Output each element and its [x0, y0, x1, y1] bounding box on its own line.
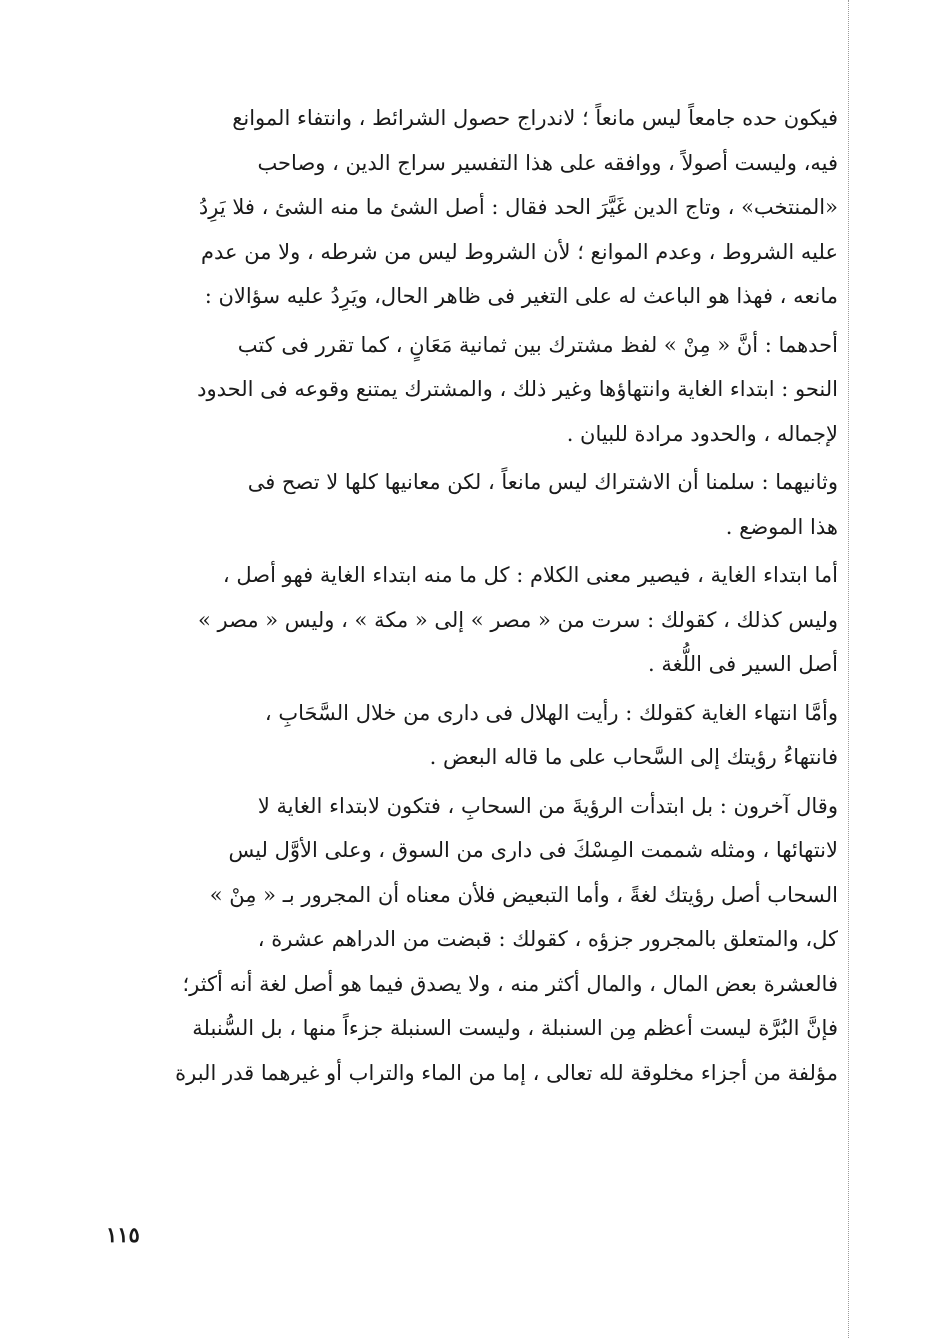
paragraph-6: [118, 784, 838, 1096]
text-line: «المنتخب» ، وتاج الدين غَيَّرَ الحد فقال : أصل الشئ ما منه الشئ ، فلا يَرِدُ: [198, 195, 838, 219]
text-line: أصل السير فى اللُّغة .: [648, 652, 838, 676]
page-number: ١١٥: [106, 1222, 140, 1247]
text-line: السحاب أصل رؤيتك لغةً ، وأما التبعيض فلأن معناه أن المجرور بـ « مِنْ »: [209, 882, 838, 907]
text-line: مؤلفة من أجزاء مخلوقة لله تعالى ، إما من الماء والتراب أو غيرهما قدر البرة: [175, 1060, 838, 1085]
text-line: فانتهاءُ رؤيتك إلى السَّحاب على ما قاله البعض .: [429, 745, 838, 769]
page-edge-dotted-line: [848, 0, 849, 1338]
text-line: وثانيهما : سلمنا أن الاشتراك ليس مانعاً ، لكن معانيها كلها لا تصح فى: [247, 470, 838, 494]
text-line: عليه الشروط ، وعدم الموانع ؛ لأن الشروط ليس من شرطه ، ولا من عدم: [201, 239, 838, 264]
paragraph-2: [118, 323, 838, 457]
paragraph-1: [118, 96, 838, 319]
text-line: وقال آخرون : بل ابتدأت الرؤيةَ من السحابِ ، فتكون لابتداء الغاية لا: [257, 793, 838, 818]
body-text: [118, 96, 838, 1099]
text-line: هذا الموضع .: [725, 514, 838, 539]
paragraph-4: [118, 553, 838, 687]
text-line: أما ابتداء الغاية ، فيصير معنى الكلام : كل ما منه ابتداء الغاية فهو أصل ،: [222, 563, 838, 587]
text-line: فالعشرة بعض المال ، والمال أكثر منه ، ولا يصدق فيما هو أصل لغة أنه أكثر؛: [182, 971, 838, 996]
paragraph-3: [118, 460, 838, 549]
text-line: وأمَّا انتهاء الغاية كقولك : رأيت الهلال فى دارى من خلال السَّحَابِ ،: [264, 700, 838, 725]
paragraph-5: [118, 691, 838, 780]
text-line: لإجماله ، والحدود مرادة للبيان .: [566, 421, 838, 446]
text-line: وليس كذلك ، كقولك : سرت من « مصر » إلى « مكة » ، وليس « مصر »: [198, 607, 838, 632]
text-line: النحو : ابتداء الغاية وانتهاؤها وغير ذلك ، والمشترك يمتنع وقوعه فى الحدود: [197, 377, 838, 401]
text-line: فيه، وليست أصولاً ، ووافقه على هذا التفسير سراج الدين ، وصاحب: [257, 150, 838, 175]
text-line: فيكون حده جامعاً ليس مانعاً ؛ لاندراج حصول الشرائط ، وانتفاء الموانع: [232, 106, 838, 130]
text-line: مانعه ، فهذا هو الباعث له على التغير فى ظاهر الحال، ويَرِدُ عليه سؤالان :: [204, 284, 838, 308]
text-line: أحدهما : أنَّ « مِنْ » لفظ مشترك بين ثمانية مَعَانٍ ، كما تقرر فى كتب: [237, 332, 838, 357]
text-line: لانتهائها ، ومثله شممت المِسْكَ فى دارى من السوق ، وعلى الأوَّل ليس: [228, 838, 838, 862]
text-line: كل، والمتعلق بالمجرور جزؤه ، كقولك : قبضت من الدراهم عشرة ،: [257, 927, 838, 951]
text-line: فإنَّ البُرَّة ليست أعظم مِن السنبلة ، وليست السنبلة جزءاً منها ، بل السُّنبلة: [192, 1016, 838, 1040]
